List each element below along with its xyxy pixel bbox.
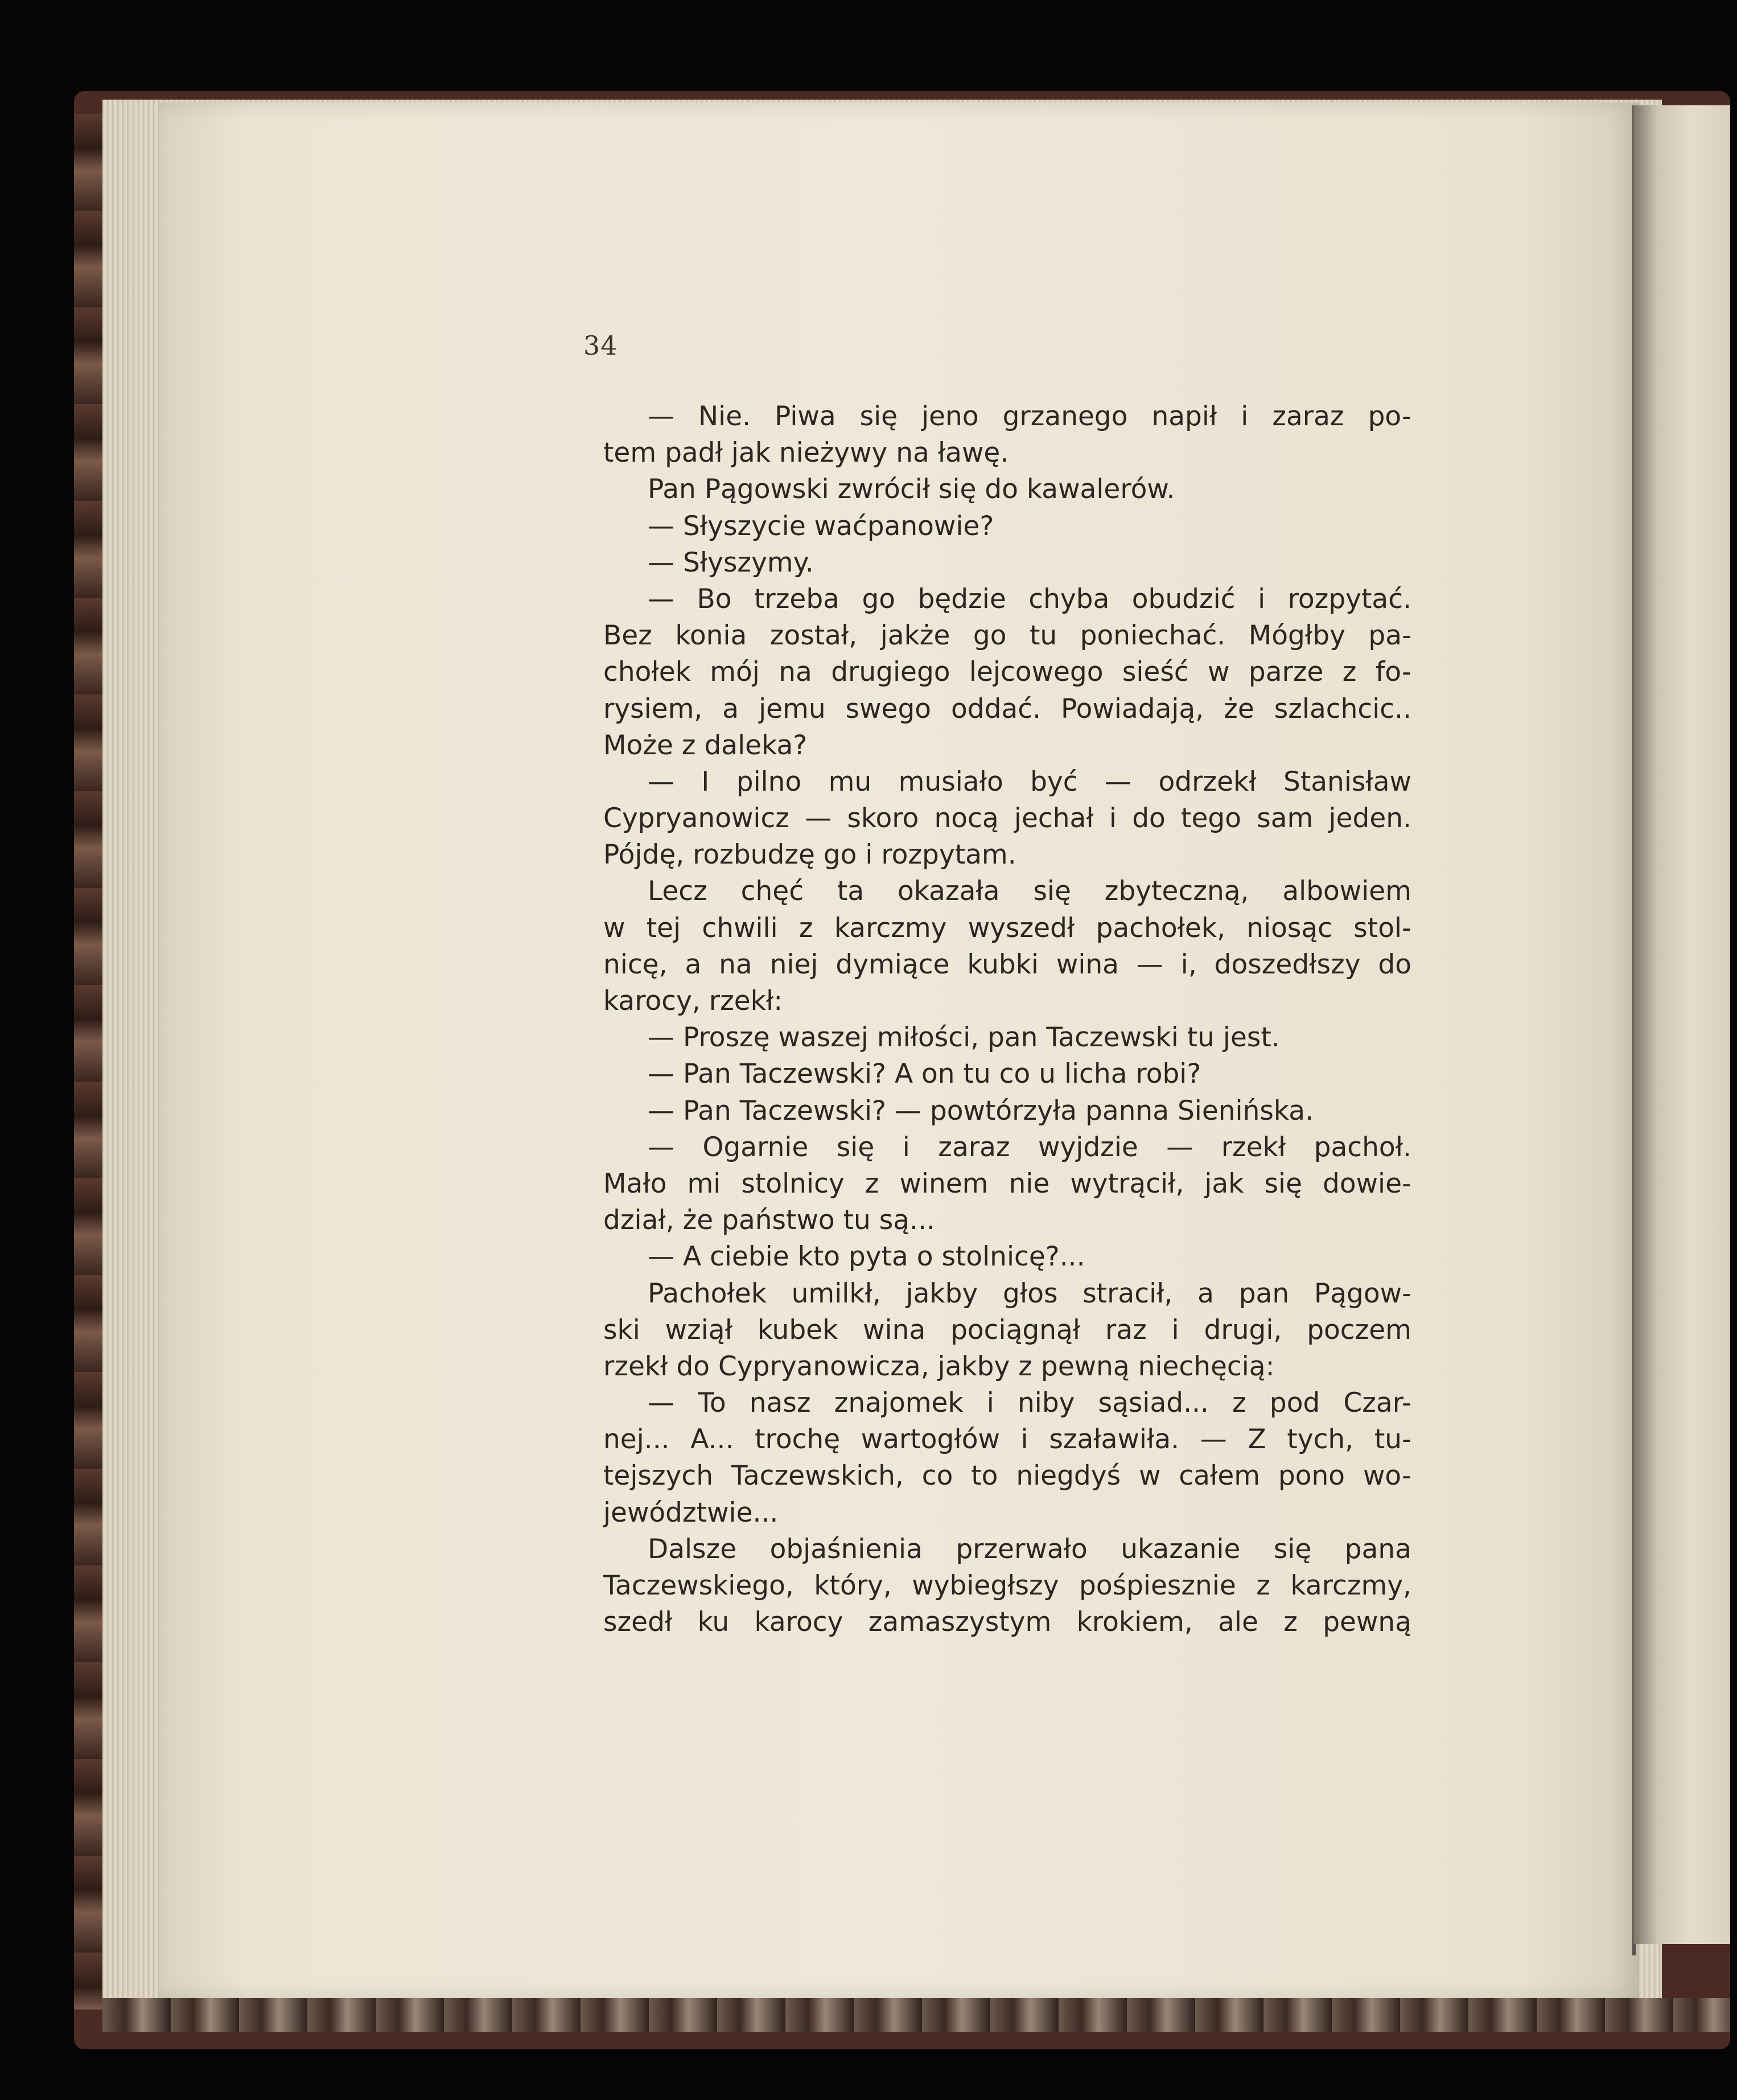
text-line: Pójdę, rozbudzę go i rozpytam. xyxy=(603,839,1016,871)
text-line: — Proszę waszej miłości, pan Taczewski tu jest. xyxy=(648,1022,1280,1054)
text-line: Lecz chęć ta okazała się zbyteczną, albowiem xyxy=(648,876,1411,907)
text-line: w tej chwili z karczmy wyszedł pachołek, niosąc stol- xyxy=(603,912,1411,944)
text-line: Pachołek umilkł, jakby głos stracił, a pan Pągow- xyxy=(648,1277,1411,1309)
text-line: Dalsze objaśnienia przerwało ukazanie się pana xyxy=(648,1533,1411,1565)
book-bottom-edge xyxy=(102,1998,1730,2032)
right-page-edge xyxy=(1633,105,1730,1944)
text-line: tejszych Taczewskich, co to niegdyś w całem pono wo- xyxy=(603,1460,1411,1492)
text-line: dział, że państwo tu są... xyxy=(603,1205,935,1236)
text-line: — Bo trzeba go będzie chyba obudzić i rozpytać. xyxy=(648,583,1411,615)
text-line: — Pan Taczewski? A on tu co u licha robi? xyxy=(648,1058,1201,1090)
text-line: chołek mój na drugiego lejcowego sieść w parze z fo- xyxy=(603,656,1411,688)
text-line: rzekł do Cypryanowicza, jakby z pewną niechęcią: xyxy=(603,1350,1275,1382)
text-line: Cypryanowicz — skoro nocą jechał i do tego sam jeden. xyxy=(603,803,1411,835)
text-line: Taczewskiego, który, wybiegłszy pośpiesznie z karczmy, xyxy=(603,1570,1411,1601)
text-line: — Słyszycie waćpanowie? xyxy=(648,510,994,542)
text-line: — Pan Taczewski? — powtórzyła panna Sienińska. xyxy=(648,1095,1314,1127)
text-line: — Nie. Piwa się jeno grzanego napił i zaraz po- xyxy=(648,401,1411,432)
text-line: tem padł jak nieżywy na ławę. xyxy=(603,437,1009,469)
text-line: nicę, a na niej dymiące kubki wina — i, doszedłszy do xyxy=(603,948,1411,980)
text-line: nej... A... trochę wartogłów i szaławiła. — Z tych, tu- xyxy=(603,1424,1411,1456)
text-line: Może z daleka? xyxy=(603,729,808,761)
text-line: — I pilno mu musiało być — odrzekł Stanisław xyxy=(648,766,1411,798)
text-line: szedł ku karocy zamaszystym krokiem, ale z pewną xyxy=(603,1606,1411,1638)
text-line: Bez konia został, jakże go tu poniechać. Mógłby pa- xyxy=(603,620,1411,652)
text-line: karocy, rzekł: xyxy=(603,985,783,1017)
text-line: rysiem, a jemu swego oddać. Powiadają, że szlachcic.. xyxy=(603,693,1411,725)
text-line: — A ciebie kto pyta o stolnicę?... xyxy=(648,1241,1085,1273)
text-line: — To nasz znajomek i niby sąsiad... z pod Czar- xyxy=(648,1387,1411,1419)
text-line: Pan Pągowski zwrócił się do kawalerów. xyxy=(648,474,1175,506)
text-line: jewództwie... xyxy=(603,1497,779,1528)
text-line: Mało mi stolnicy z winem nie wytrącił, jak się dowie- xyxy=(603,1168,1411,1199)
text-line: — Ogarnie się i zaraz wyjdzie — rzekł pachoł. xyxy=(648,1131,1411,1163)
page-number: 34 xyxy=(583,330,618,361)
text-line: ski wziął kubek wina pociągnął raz i drugi, poczem xyxy=(603,1314,1411,1346)
body-text xyxy=(603,398,1411,1641)
text-line: — Słyszymy. xyxy=(648,546,814,578)
